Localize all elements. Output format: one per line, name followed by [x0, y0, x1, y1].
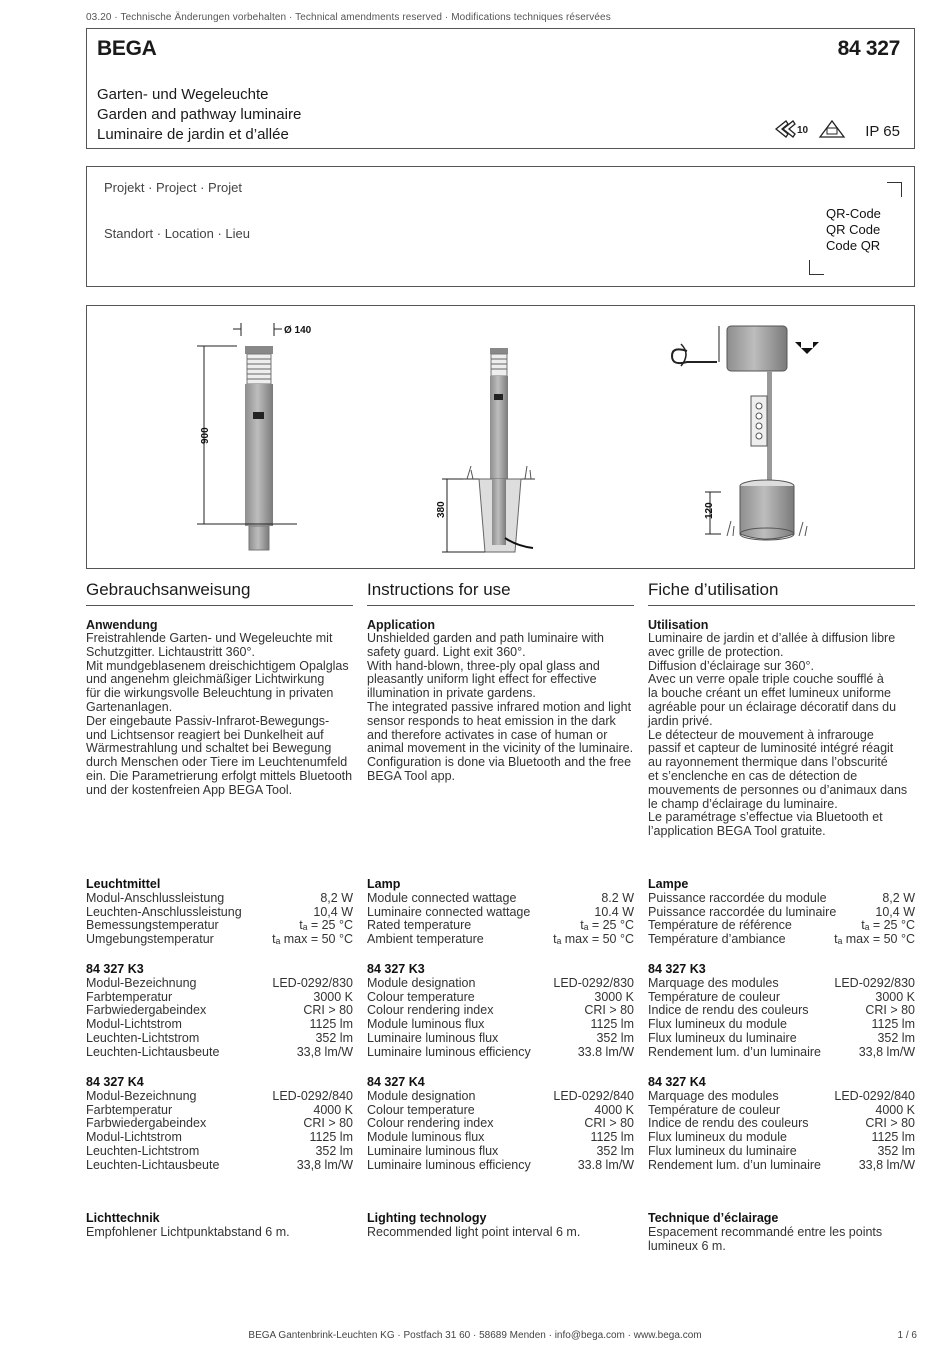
spec-row	[648, 933, 915, 947]
revision-note: 03.20 · Technische Änderungen vorbehalten · Technical amendments reserved · Modifications techniques réservées	[86, 12, 611, 23]
spec-row	[648, 1131, 915, 1145]
body-line: Unshielded garden and path luminaire with	[367, 631, 604, 645]
body-line: pleasantly uniform light effect for effective	[367, 672, 597, 687]
spec-label: Modul-Anschlussleistung	[86, 890, 225, 905]
qr-line-de: QR-Code	[826, 206, 881, 221]
product-titles	[97, 85, 301, 145]
spec-value: CRI > 80	[865, 1003, 915, 1018]
spec-value: 4000 K	[875, 1102, 915, 1117]
spec-label: Flux lumineux du module	[648, 1130, 787, 1145]
column-en	[367, 580, 634, 784]
spec-row	[648, 1032, 915, 1046]
spec-value: 1125 lm	[871, 1017, 915, 1032]
spec-value: 33,8 lm/W	[858, 1157, 915, 1172]
spec-value: LED-0292/840	[553, 1088, 634, 1103]
spec-label: Bemessungstemperatur	[86, 918, 219, 933]
spec-row	[367, 892, 634, 906]
spec-tech-en	[367, 1212, 634, 1240]
spec-value: 1125 lm	[309, 1017, 353, 1032]
body-line: Wärmestrahlung und schaltet bei Bewegung	[86, 741, 332, 756]
spec-value: 4000 K	[594, 1102, 634, 1117]
body-line: animal movement in the vicinity of the luminaire.	[367, 741, 634, 756]
spec-row	[367, 977, 634, 991]
spec-value: tₐ = 25 °C	[580, 918, 634, 933]
height-dimension: 900	[200, 427, 211, 444]
spec-label: Température de couleur	[648, 1102, 781, 1117]
spec-heading: Leuchtmittel	[86, 877, 161, 891]
spec-label: Umgebungstemperatur	[86, 932, 214, 947]
spec-value: LED-0292/830	[553, 975, 634, 990]
spec-value: 33.8 lm/W	[577, 1044, 634, 1059]
spec-label: Flux lumineux du luminaire	[648, 1143, 797, 1158]
product-drawings	[86, 305, 915, 569]
body-line: passif et capteur de luminosité intégré réagit	[648, 741, 894, 756]
spec-label: Puissance raccordée du module	[648, 890, 827, 905]
body-line: safety guard. Light exit 360°.	[367, 644, 526, 659]
body-line: et s’enclenche en cas de détection de	[648, 768, 858, 783]
spec-heading: 84 327 K4	[367, 1075, 425, 1089]
body-line: Diffusion d’éclairage sur 360°.	[648, 658, 814, 673]
company-footer: BEGA Gantenbrink-Leuchten KG · Postfach 31 60 · 58689 Menden · info@bega.com · www.bega.com	[248, 1330, 702, 1341]
spec-value: LED-0292/830	[834, 975, 915, 990]
qr-line-en: QR Code	[826, 222, 881, 237]
spec-row	[367, 1131, 634, 1145]
spec-row	[86, 1145, 353, 1159]
spec-row	[86, 892, 353, 906]
body-line: ein. Die Parametrierung erfolgt mittels Bluetooth	[86, 768, 353, 783]
spec-tech-fr	[648, 1212, 915, 1253]
spec-k4-de	[86, 1076, 353, 1173]
spec-lamp-de	[86, 878, 353, 947]
spec-row	[648, 1090, 915, 1104]
spec-row	[86, 1131, 353, 1145]
spec-row	[367, 1046, 634, 1060]
spec-label: Colour temperature	[367, 1102, 475, 1117]
ip-rating: IP 65	[865, 123, 900, 140]
spec-label: Luminaire luminous flux	[367, 1030, 499, 1045]
body-line: agréable pour un éclairage décoratif dans du	[648, 699, 897, 714]
spec-value: 352 lm	[877, 1143, 915, 1158]
spec-label: Leuchten-Anschlussleistung	[86, 904, 242, 919]
spec-value: tₐ max = 50 °C	[553, 932, 634, 947]
spec-value: 8.2 W	[601, 890, 634, 905]
body-line: Avec un verre opale triple couche soufflé à	[648, 672, 884, 687]
spec-label: Marquage des modules	[648, 1088, 779, 1103]
body-line: durch Menschen oder Tiere im Leuchtenumfeld	[86, 755, 348, 770]
spec-label: Rated temperature	[367, 918, 472, 933]
spec-value: LED-0292/840	[272, 1088, 353, 1103]
spec-value: 10,4 W	[875, 904, 915, 919]
spec-label: Modul-Bezeichnung	[86, 975, 197, 990]
spec-heading: Lighting technology	[367, 1211, 487, 1225]
spec-label: Colour rendering index	[367, 1116, 494, 1131]
body-line: illumination in private gardens.	[367, 686, 536, 701]
spec-value: CRI > 80	[584, 1116, 634, 1131]
spec-row	[367, 933, 634, 947]
spec-value: 33.8 lm/W	[577, 1157, 634, 1172]
spec-label: Température de couleur	[648, 989, 781, 1004]
spec-value: tₐ = 25 °C	[299, 918, 353, 933]
body-line: und der kostenfreien App BEGA Tool.	[86, 782, 293, 797]
spec-row	[648, 1145, 915, 1159]
spec-value: 1125 lm	[309, 1130, 353, 1145]
spec-row	[648, 1004, 915, 1018]
body-line: With hand-blown, three-ply opal glass and	[367, 658, 600, 673]
spec-row	[86, 991, 353, 1005]
body-line: sensor responds to heat emission in the dark	[367, 713, 616, 728]
spec-row	[86, 1117, 353, 1131]
spec-lamp-en	[367, 878, 634, 947]
spec-row	[648, 1159, 915, 1173]
project-label: Projekt · Project · Projet	[104, 180, 242, 195]
spec-tech-de	[86, 1212, 353, 1240]
spec-heading: Technique d’éclairage	[648, 1211, 779, 1225]
body-line: au rayonnement thermique dans l’obscurité	[648, 755, 888, 770]
spec-value: tₐ max = 50 °C	[272, 932, 353, 947]
spec-text: Empfohlener Lichtpunktabstand 6 m.	[86, 1224, 290, 1239]
spec-row	[86, 1046, 353, 1060]
spec-label: Colour rendering index	[367, 1003, 494, 1018]
spec-text: Recommended light point interval 6 m.	[367, 1224, 581, 1239]
spec-value: LED-0292/830	[272, 975, 353, 990]
luminaire-installed-drawing	[436, 348, 535, 552]
column-body	[86, 632, 353, 798]
spec-heading: Lichttechnik	[86, 1211, 160, 1225]
spec-row	[86, 1018, 353, 1032]
spec-label: Leuchten-Lichtstrom	[86, 1030, 200, 1045]
spec-k4-en	[367, 1076, 634, 1173]
spec-row	[86, 919, 353, 933]
column-heading: Instructions for use	[367, 580, 634, 606]
spec-row	[367, 991, 634, 1005]
spec-row	[648, 906, 915, 920]
body-line: für die wirkungsvolle Beleuchtung in privaten	[86, 686, 334, 701]
spec-row	[648, 1104, 915, 1118]
body-line: mouvements de personnes ou d’animaux dans	[648, 782, 908, 797]
brand-name: BEGA	[97, 37, 157, 60]
qr-code-label	[826, 206, 881, 254]
spec-label: Luminaire luminous efficiency	[367, 1157, 531, 1172]
spec-value: CRI > 80	[865, 1116, 915, 1131]
spec-value: 8,2 W	[882, 890, 915, 905]
spec-label: Module connected wattage	[367, 890, 517, 905]
title-en: Garden and pathway luminaire	[97, 106, 302, 123]
spec-label: Modul-Lichtstrom	[86, 1130, 182, 1145]
column-subheading: Utilisation	[648, 618, 709, 632]
spec-row	[367, 1018, 634, 1032]
spec-value: 33,8 lm/W	[858, 1044, 915, 1059]
spec-heading: Lampe	[648, 877, 689, 891]
body-line: Der eingebaute Passiv-Infrarot-Bewegungs-	[86, 713, 330, 728]
spec-value: 1125 lm	[590, 1017, 634, 1032]
spec-label: Luminaire luminous efficiency	[367, 1044, 531, 1059]
spec-label: Farbtemperatur	[86, 989, 173, 1004]
spec-value: 3000 K	[313, 989, 353, 1004]
spec-heading: Lamp	[367, 877, 401, 891]
column-heading: Gebrauchsanweisung	[86, 580, 353, 606]
spec-value: 352 lm	[596, 1030, 634, 1045]
spec-label: Module designation	[367, 1088, 476, 1103]
spec-label: Température d’ambiance	[648, 932, 786, 947]
spec-value: 33,8 lm/W	[296, 1044, 353, 1059]
spec-label: Module designation	[367, 975, 476, 990]
spec-label: Modul-Lichtstrom	[86, 1017, 182, 1032]
body-line: Luminaire de jardin et d’allée à diffusion libre	[648, 631, 896, 645]
spec-value: LED-0292/840	[834, 1088, 915, 1103]
body-line: jardin privé.	[648, 713, 713, 728]
spec-label: Farbwiedergabeindex	[86, 1116, 207, 1131]
page-number: 1 / 6	[897, 1330, 917, 1341]
body-line: le champ d’éclairage du luminaire.	[648, 796, 838, 811]
spec-row	[367, 1104, 634, 1118]
body-line: and therefore activates in case of human or	[367, 727, 608, 742]
spec-row	[86, 977, 353, 991]
drawing-canvas	[87, 306, 916, 570]
body-line: Configuration is done via Bluetooth and the free	[367, 755, 632, 770]
spec-row	[86, 906, 353, 920]
spec-value: 352 lm	[877, 1030, 915, 1045]
spec-row	[648, 977, 915, 991]
spec-label: Ambient temperature	[367, 932, 484, 947]
spec-label: Flux lumineux du luminaire	[648, 1030, 797, 1045]
spec-label: Indice de rendu des couleurs	[648, 1003, 809, 1018]
spec-label: Modul-Bezeichnung	[86, 1088, 197, 1103]
spec-k3-en	[367, 963, 634, 1060]
spec-heading: 84 327 K4	[648, 1075, 706, 1089]
qr-corner-mark	[809, 260, 824, 275]
spec-value: CRI > 80	[303, 1003, 353, 1018]
spec-row	[367, 1145, 634, 1159]
depth-dimension: 380	[436, 501, 447, 518]
spec-value: 1125 lm	[871, 1130, 915, 1145]
spec-value: 8,2 W	[320, 890, 353, 905]
spec-row	[367, 919, 634, 933]
column-de	[86, 580, 353, 798]
spec-row	[648, 1117, 915, 1131]
spec-label: Rendement lum. d’un luminaire	[648, 1044, 822, 1059]
spec-value: 10.4 W	[594, 904, 634, 919]
spec-label: Flux lumineux du module	[648, 1017, 787, 1032]
spec-value: 33,8 lm/W	[296, 1157, 353, 1172]
spec-label: Luminaire luminous flux	[367, 1143, 499, 1158]
spec-row	[648, 991, 915, 1005]
spec-row	[648, 919, 915, 933]
spec-value: 1125 lm	[590, 1130, 634, 1145]
spec-label: Leuchten-Lichtausbeute	[86, 1157, 220, 1172]
class-mark-label: 10	[797, 125, 809, 136]
spec-text: Espacement recommandé entre les points	[648, 1224, 883, 1239]
certification-marks-icon	[774, 119, 846, 139]
qr-corner-mark	[887, 182, 902, 197]
spec-label: Température de référence	[648, 918, 792, 933]
spec-row	[367, 906, 634, 920]
spec-row	[86, 1090, 353, 1104]
luminaire-dimension-drawing	[197, 323, 312, 550]
spec-value: CRI > 80	[303, 1116, 353, 1131]
spec-label: Luminaire connected wattage	[367, 904, 531, 919]
spec-row	[367, 1032, 634, 1046]
spec-value: CRI > 80	[584, 1003, 634, 1018]
spec-heading: 84 327 K4	[86, 1075, 144, 1089]
location-label: Standort · Location · Lieu	[104, 226, 250, 241]
body-line: Le détecteur de mouvement à infrarouge	[648, 727, 874, 742]
body-line: Le paramétrage s’effectue via Bluetooth et	[648, 810, 883, 825]
project-box	[86, 166, 915, 287]
spec-row	[648, 1046, 915, 1060]
spec-k3-de	[86, 963, 353, 1060]
spec-label: Module luminous flux	[367, 1130, 485, 1145]
body-line: Mit mundgeblasenem dreischichtigem Opalglas	[86, 658, 349, 673]
body-line: Gartenanlagen.	[86, 699, 173, 714]
body-line: und Lichtsensor reagiert bei Dunkelheit auf	[86, 727, 324, 742]
spec-value: tₐ = 25 °C	[861, 918, 915, 933]
spec-value: 3000 K	[594, 989, 634, 1004]
spec-k3-fr	[648, 963, 915, 1060]
mounting-instructions-drawing	[672, 326, 819, 540]
spec-heading: 84 327 K3	[648, 962, 706, 976]
spec-label: Indice de rendu des couleurs	[648, 1116, 809, 1131]
body-line: BEGA Tool app.	[367, 768, 456, 783]
socket-height-dimension: 120	[704, 502, 715, 519]
column-heading: Fiche d’utilisation	[648, 580, 915, 606]
diameter-dimension: Ø 140	[284, 325, 312, 336]
spec-value: 352 lm	[315, 1143, 353, 1158]
qr-line-fr: Code QR	[826, 238, 881, 253]
article-number: 84 327	[837, 37, 900, 60]
column-body	[367, 632, 634, 784]
spec-label: Colour temperature	[367, 989, 475, 1004]
spec-value: 352 lm	[596, 1143, 634, 1158]
spec-value: 4000 K	[313, 1102, 353, 1117]
spec-value: 352 lm	[315, 1030, 353, 1045]
body-line: Schutzgitter. Lichtaustritt 360°.	[86, 644, 255, 659]
column-subheading: Anwendung	[86, 618, 158, 632]
spec-row	[86, 1104, 353, 1118]
body-line: avec grille de protection.	[648, 644, 784, 659]
spec-value: 3000 K	[875, 989, 915, 1004]
spec-row	[367, 1090, 634, 1104]
spec-row	[86, 1159, 353, 1173]
spec-heading: 84 327 K3	[367, 962, 425, 976]
spec-label: Marquage des modules	[648, 975, 779, 990]
spec-text: lumineux 6 m.	[648, 1238, 726, 1253]
body-line: Freistrahlende Garten- und Wegeleuchte mit	[86, 631, 333, 645]
spec-row	[648, 892, 915, 906]
spec-label: Rendement lum. d’un luminaire	[648, 1157, 822, 1172]
title-fr: Luminaire de jardin et d’allée	[97, 126, 289, 143]
spec-lamp-fr	[648, 878, 915, 947]
spec-row	[86, 933, 353, 947]
column-subheading: Application	[367, 618, 436, 632]
spec-k4-fr	[648, 1076, 915, 1173]
spec-label: Leuchten-Lichtausbeute	[86, 1044, 220, 1059]
body-line: The integrated passive infrared motion and light	[367, 699, 632, 714]
spec-value: tₐ max = 50 °C	[834, 932, 915, 947]
body-line: l’application BEGA Tool gratuite.	[648, 824, 826, 839]
spec-label: Leuchten-Lichtstrom	[86, 1143, 200, 1158]
spec-row	[367, 1117, 634, 1131]
spec-value: 10,4 W	[313, 904, 353, 919]
spec-row	[648, 1018, 915, 1032]
column-body	[648, 632, 915, 839]
column-fr	[648, 580, 915, 839]
spec-row	[86, 1032, 353, 1046]
spec-row	[86, 1004, 353, 1018]
spec-row	[367, 1004, 634, 1018]
spec-label: Farbtemperatur	[86, 1102, 173, 1117]
spec-label: Module luminous flux	[367, 1017, 485, 1032]
spec-row	[367, 1159, 634, 1173]
title-de: Garten- und Wegeleuchte	[97, 86, 269, 103]
header-box	[86, 28, 915, 149]
spec-heading: 84 327 K3	[86, 962, 144, 976]
spec-label: Farbwiedergabeindex	[86, 1003, 207, 1018]
body-line: und angenehm gleichmäßiger Lichtwirkung	[86, 672, 325, 687]
body-line: la bouche créant un effet lumineux uniforme	[648, 686, 891, 701]
spec-label: Puissance raccordée du luminaire	[648, 904, 837, 919]
